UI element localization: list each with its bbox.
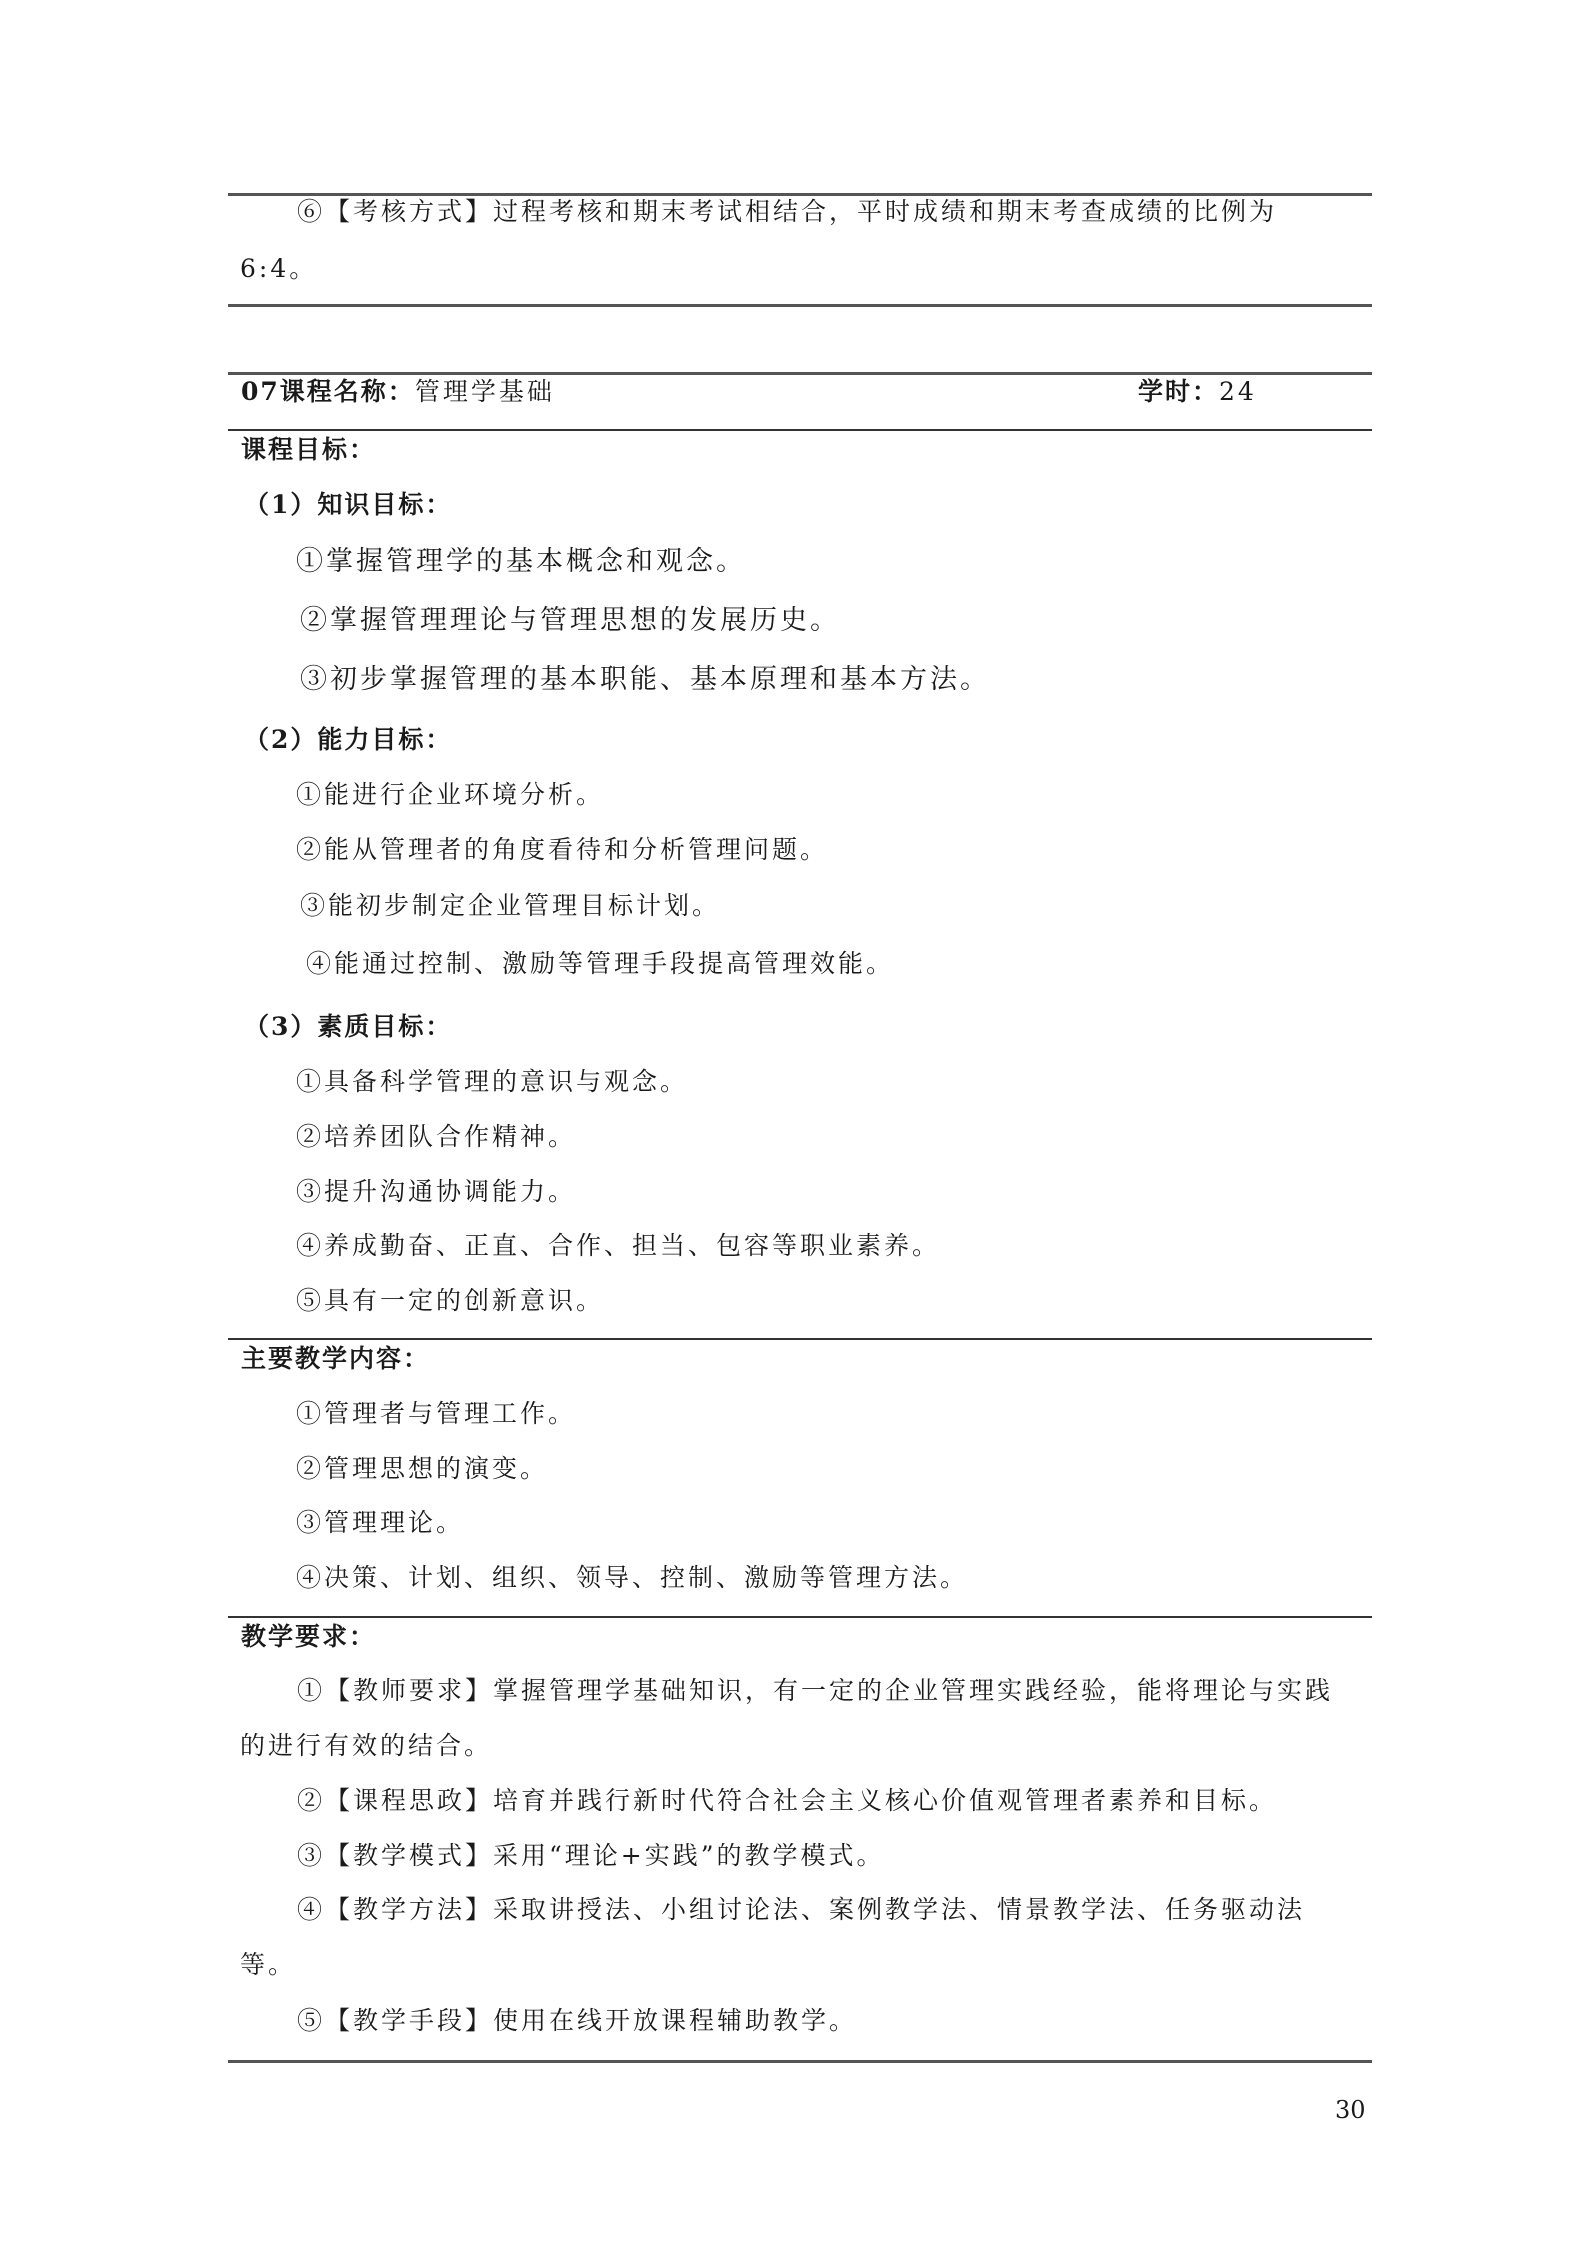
requirement-teacher-line-1: ①【教师要求】掌握管理学基础知识，有一定的企业管理实践经验，能将理论与实践 [297,1676,1334,1705]
course-name: 管理学基础 [414,377,555,406]
objectives-title: 课程目标： [241,435,377,464]
requirements-title: 教学要求： [241,1622,377,1651]
ability-item-4: ④能通过控制、激励等管理手段提高管理效能。 [306,949,895,978]
content-title: 主要教学内容： [241,1344,431,1373]
bottom-rule [228,2060,1372,2063]
ability-heading: （2）能力目标： [244,725,453,754]
quality-item-2: ②培养团队合作精神。 [296,1122,577,1151]
course-code: 07 [241,377,280,406]
content-item-1: ①管理者与管理工作。 [296,1399,577,1428]
knowledge-heading: （1）知识目标： [244,490,453,519]
knowledge-item-2: ②掌握管理理论与管理思想的发展历史。 [300,605,840,636]
requirement-mode: ③【教学模式】采用“理论+实践”的教学模式。 [297,1841,885,1870]
requirement-means: ⑤【教学手段】使用在线开放课程辅助教学。 [297,2006,858,2035]
objectives-bottom-rule [228,1338,1372,1340]
course-hours-label: 学时： [1138,377,1220,406]
quality-item-4: ④养成勤奋、正直、合作、担当、包容等职业素养。 [296,1231,941,1260]
content-item-2: ②管理思想的演变。 [296,1454,549,1483]
course-header [241,376,555,408]
content-item-4: ④决策、计划、组织、领导、控制、激励等管理方法。 [296,1563,969,1592]
quality-heading: （3）素质目标： [244,1012,453,1041]
content-item-3: ③管理理论。 [296,1508,465,1537]
assessment-line-2: 6:4。 [240,254,318,283]
course-hours-value: 24 [1219,377,1257,406]
requirement-ideology: ②【课程思政】培育并践行新时代符合社会主义核心价值观管理者素养和目标。 [297,1786,1278,1815]
page-number: 30 [1335,2096,1366,2124]
requirement-method-line-2: 等。 [240,1950,297,1979]
assessment-line-1: ⑥【考核方式】过程考核和期末考试相结合，平时成绩和期末考查成绩的比例为 [297,197,1278,226]
course-header-top-rule [228,372,1372,375]
quality-item-3: ③提升沟通协调能力。 [296,1177,577,1206]
course-header-bottom-rule [228,429,1372,431]
ability-item-1: ①能进行企业环境分析。 [296,780,605,809]
knowledge-item-1: ①掌握管理学的基本概念和观念。 [296,546,746,577]
quality-item-1: ①具备科学管理的意识与观念。 [296,1067,689,1096]
quality-item-5: ⑤具有一定的创新意识。 [296,1286,605,1315]
course-name-label: 课程名称： [279,377,415,406]
knowledge-item-3: ③初步掌握管理的基本职能、基本原理和基本方法。 [300,664,990,695]
requirement-method-line-1: ④【教学方法】采取讲授法、小组讨论法、案例教学法、情景教学法、任务驱动法 [297,1895,1306,1924]
ability-item-2: ②能从管理者的角度看待和分析管理问题。 [296,835,829,864]
course-hours [1138,376,1257,408]
ability-item-3: ③能初步制定企业管理目标计划。 [300,891,721,920]
content-bottom-rule [228,1616,1372,1618]
requirement-teacher-line-2: 的进行有效的结合。 [240,1731,493,1760]
section-end-rule [228,304,1372,307]
